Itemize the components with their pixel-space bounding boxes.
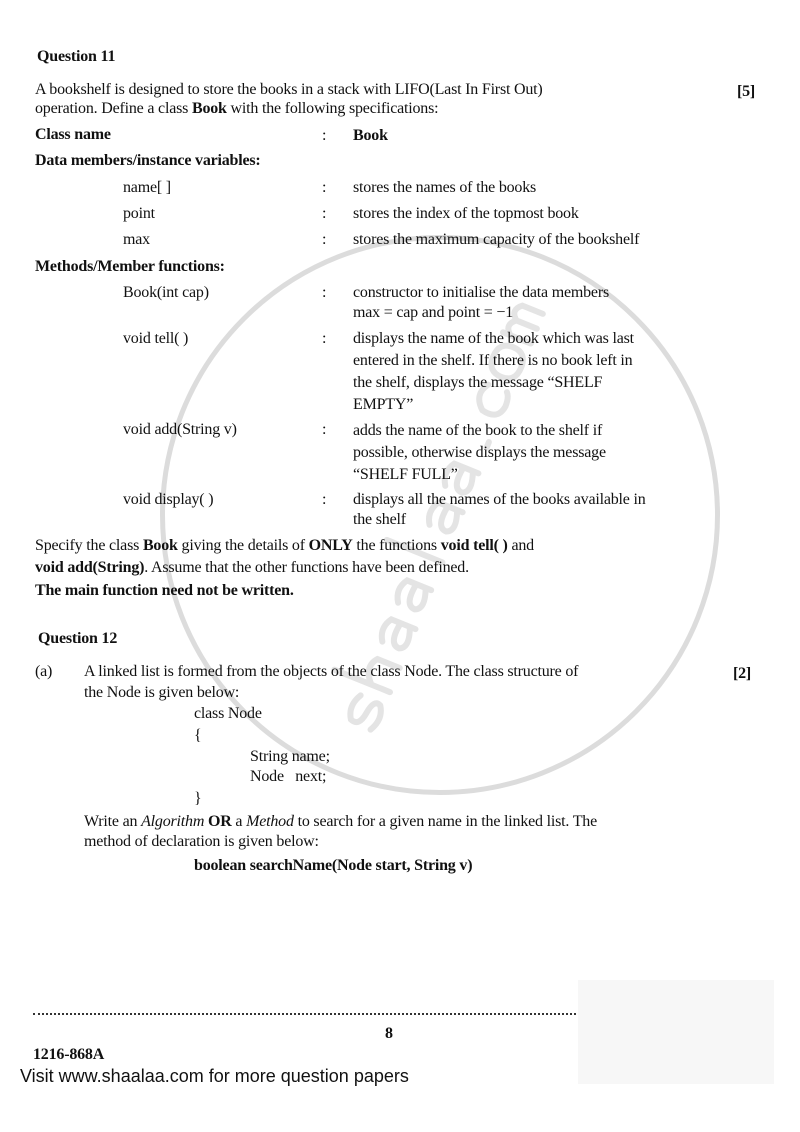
- method-desc: displays all the names of the books available in: [353, 491, 646, 508]
- watermark-letter: [394, 579, 431, 612]
- code-line: {: [194, 727, 202, 744]
- colon: :: [322, 330, 327, 347]
- colon: :: [322, 421, 327, 438]
- colon: :: [322, 284, 327, 301]
- method-desc: the shelf, displays the message “SHELF: [353, 374, 603, 391]
- watermark-letter: [379, 618, 416, 651]
- paper-code: 1216-868A: [33, 1046, 105, 1063]
- q12-intro-line1: A linked list is formed from the objects of the class Node. The class structure of: [84, 663, 579, 680]
- class-name-label: Class name: [35, 126, 111, 143]
- member-name: point: [123, 205, 155, 222]
- member-desc: stores the maximum capacity of the bookshelf: [353, 231, 640, 248]
- q12-marks: [2]: [733, 665, 752, 682]
- class-name-value: Book: [353, 127, 388, 144]
- method-signature: boolean searchName(Node start, String v): [194, 857, 473, 874]
- member-name: max: [123, 231, 150, 248]
- method-desc: adds the name of the book to the shelf if: [353, 422, 603, 439]
- method-desc: constructor to initialise the data members: [353, 284, 609, 301]
- method-desc: “SHELF FULL”: [353, 466, 458, 483]
- code-line: Node next;: [250, 768, 327, 785]
- write-line2: method of declaration is given below:: [84, 833, 319, 850]
- colon: :: [322, 205, 327, 222]
- member-desc: stores the names of the books: [353, 179, 537, 196]
- member-desc: stores the index of the topmost book: [353, 205, 579, 222]
- code-line: String name;: [250, 748, 330, 765]
- watermark-letter: [346, 694, 384, 731]
- code-line: }: [194, 790, 202, 807]
- write-line1: Write an Algorithm OR a Method to search for a given name in the linked list. The: [84, 813, 597, 830]
- specify-line2: void add(String). Assume that the other functions have been defined.: [35, 559, 469, 576]
- code-line: class Node: [194, 705, 262, 722]
- method-desc: possible, otherwise displays the message: [353, 444, 606, 461]
- question-12-title: Question 12: [38, 630, 118, 647]
- method-desc: displays the name of the book which was last: [353, 330, 634, 347]
- colon: :: [322, 231, 327, 248]
- colon: :: [322, 491, 327, 508]
- question-11-title: Question 11: [37, 48, 116, 65]
- part-label: (a): [35, 663, 53, 680]
- visit-footer: Visit www.shaalaa.com for more question papers: [20, 1066, 409, 1086]
- method-desc: entered in the shelf. If there is no book left in: [353, 352, 633, 369]
- member-name: name[ ]: [123, 179, 171, 196]
- q11-intro-line2: operation. Define a class Book with the following specifications:: [35, 100, 439, 117]
- q11-intro-line1: A bookshelf is designed to store the books in a stack with LIFO(Last In First Out): [35, 81, 543, 98]
- method-name: void display( ): [123, 491, 214, 508]
- colon: :: [322, 127, 327, 144]
- main-note: The main function need not be written.: [35, 582, 294, 599]
- colon: :: [322, 179, 327, 196]
- page-number: 8: [385, 1025, 393, 1042]
- method-desc: EMPTY”: [353, 396, 414, 413]
- data-members-heading: Data members/instance variables:: [35, 152, 261, 169]
- dashed-divider: [33, 1013, 576, 1015]
- method-desc: the shelf: [353, 511, 406, 528]
- specify-line1: Specify the class Book giving the details of ONLY the functions void tell( ) and: [35, 537, 534, 554]
- method-name: void add(String v): [123, 421, 237, 438]
- method-name: Book(int cap): [123, 284, 209, 301]
- methods-heading: Methods/Member functions:: [35, 258, 225, 275]
- scan-shade: [578, 980, 774, 1084]
- method-desc: max = cap and point = −1: [353, 304, 514, 321]
- q11-marks: [5]: [737, 83, 756, 100]
- method-name: void tell( ): [123, 330, 189, 347]
- q12-intro-line2: the Node is given below:: [84, 684, 240, 701]
